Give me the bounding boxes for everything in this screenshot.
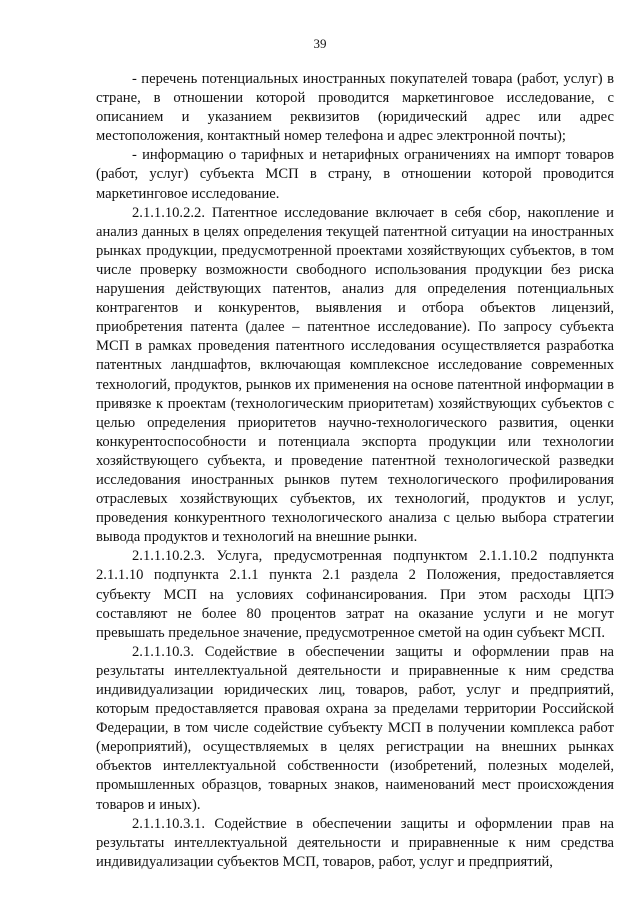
- page-number: 39: [313, 36, 327, 51]
- paragraph-service-cofinancing: 2.1.1.10.2.3. Услуга, предусмотренная подпунктом 2.1.1.10.2 подпункта 2.1.1.10 подпункта 2.1.1 пункта 2.1 раздела 2 Положения, предоставляется субъекту МСП на условиях софинансирования. При этом расходы ЦПЭ составляют не более 80 процентов затрат на оказание услуги и не могут превышать предельное значение, предусмотренное сметой на один субъект МСП.: [96, 548, 614, 641]
- paragraph-patent-research: 2.1.1.10.2.2. Патентное исследование включает в себя сбор, накопление и анализ данных в целях определения текущей патентной ситуации на иностранных рынках продукции, предусмотренной проектами хозяйствующих субъектов, в том числе проверку возможности свободного использования продукции без риска нарушения действующих патентов, анализ для определения потенциальных контрагентов и конкурентов, выявления и отбора объектов лицензий, приобретения патента (далее – патентное исследование). По запросу субъекта МСП в рамках проведения патентного исследования осуществляется разработка патентных ландшафтов, включающая комплексное исследование современных технологий, продуктов, рынков их применения на основе патентной информации в привязке к проектам (технологическим приоритетам) хозяйствующих субъектов с целью определения приоритетов научно-технологического развития, оценки конкурентоспособности и потенциала экспорта продукции или технологии хозяйствующего субъекта, и проведение патентной технологической разведки исследования иностранных рынков путем технологического профилирования отраслевых хозяйствующих субъектов, их технологий, продуктов и услуг, проведения конкурентного технологического анализа с целью выбора стратегии вывода продуктов и технологий на внешние рынки.: [96, 204, 614, 546]
- paragraph-ip-protection-subitem: 2.1.1.10.3.1. Содействие в обеспечении защиты и оформлении прав на результаты интеллектуальной деятельности и приравненные к ним средства индивидуализации субъектов МСП, товаров, работ, услуг и предприятий,: [96, 815, 614, 870]
- document-body: [96, 70, 614, 872]
- paragraph-import-restrictions: - информацию о тарифных и нетарифных ограничениях на импорт товаров (работ, услуг) субъекта МСП в страну, в отношении которой проводится маркетинговое исследование.: [96, 147, 614, 202]
- paragraph-ip-protection: 2.1.1.10.3. Содействие в обеспечении защиты и оформлении прав на результаты интеллектуальной деятельности и приравненные к ним средства индивидуализации юридических лиц, товаров, работ, услуг и предприятий, которым предоставляется правовая охрана за пределами территории Российской Федерации, в том числе содействие субъекту МСП в получении комплекса работ (мероприятий), осуществляемых в целях регистрации на внешних рынках объектов интеллектуальной собственности (изобретений, полезных моделей, промышленных образцов, товарных знаков, наименований мест происхождения товаров и иных).: [96, 643, 614, 813]
- paragraph-buyers-list: - перечень потенциальных иностранных покупателей товара (работ, услуг) в стране, в отношении которой проводится маркетинговое исследование, с описанием и указанием реквизитов (юридический адрес или адрес местоположения, контактный номер телефона и адрес электронной почты);: [96, 71, 614, 145]
